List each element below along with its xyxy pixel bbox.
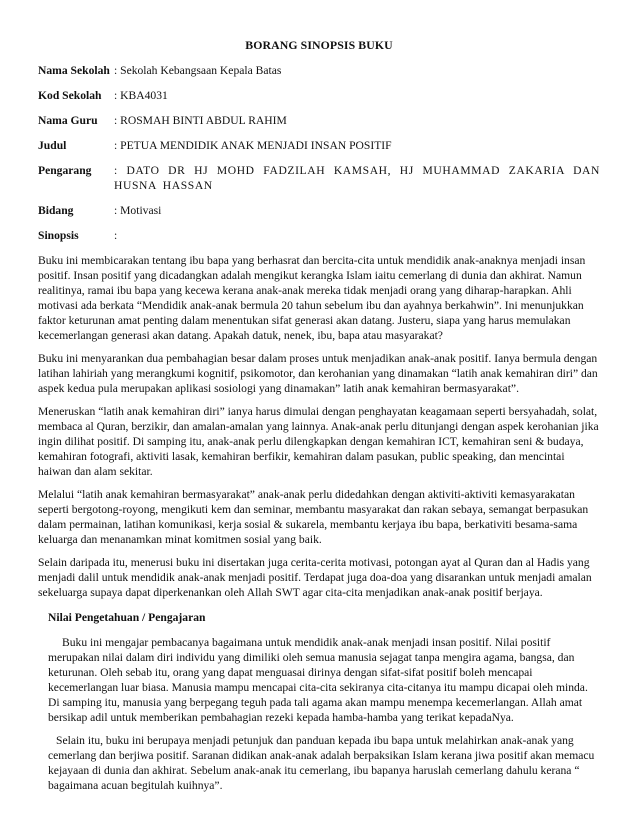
document-title: BORANG SINOPSIS BUKU: [245, 38, 393, 52]
synopsis-body: [38, 253, 600, 600]
synopsis-paragraph: Buku ini menyarankan dua pembahagian besar dalam proses untuk menjadikan anak-anak positif. Ianya bermula dengan latihan lahiriah yang merangkumi kognitif, psikomotor, dan kerohanian yang dinamakan “latih anak kemahiran diri” dan aspek kedua pula merupakan aplikasi sosiologi yang dinamakan” latih anak kemahiran bermasyarakat”.: [38, 352, 598, 395]
meta-table: [38, 63, 600, 253]
meta-label: Pengarang: [38, 164, 92, 177]
meta-value: : DATO DR HJ MOHD FADZILAH KAMSAH, HJ MUHAMMAD ZAKARIA DAN HUSNA HASSAN: [114, 164, 600, 192]
document-page: [38, 38, 600, 801]
meta-value: : Motivasi: [114, 204, 162, 217]
meta-label: Sinopsis: [38, 229, 79, 242]
meta-value: : ROSMAH BINTI ABDUL RAHIM: [114, 114, 287, 127]
meta-label: Nama Guru: [38, 114, 98, 127]
section-heading: Nilai Pengetahuan / Pengajaran: [48, 611, 206, 624]
section-body: [48, 635, 600, 793]
section-paragraph: Buku ini mengajar pembacanya bagaimana untuk mendidik anak-anak menjadi insan positif. Nilai positif merupakan nilai dalam diri individu yang dimiliki oleh semua manusia sejagat tanpa mengira agama, bangsa, dan keturunan. Oleh sebab itu, orang yang dapat menguasai dirinya dengan sifat-sifat positif boleh mencapai kecemerlangan luar biasa. Manusia mampu mencapai cita-cita sekiranya cita-citanya itu mampu dicapai oleh minda. Di samping itu, manusia yang berpegang teguh pada tali agama akan mampu menempa kecemerlangan. Allah amat bersikap adil untuk memberikan pembahagian rezeki kepada hamba-hamba yang terikat kepadaNya.: [48, 636, 588, 724]
meta-label: Kod Sekolah: [38, 89, 102, 102]
synopsis-paragraph: Buku ini membicarakan tentang ibu bapa yang berhasrat dan bercita-cita untuk mendidik anak-anaknya menjadi insan positif. Insan positif yang dicadangkan adalah mengikut kerangka Islam iaitu cemerlang di dunia dan akhirat. Namun realitinya, ramai ibu bapa yang kecewa kerana anak-anak mereka tidak menjadi orang yang diharap-harapkan. Ahli motivasi ada berkata “Mendidik anak-anak bermula 20 tahun sebelum ibu dan ayahnya berkahwin”. Ini menunjukkan faktor keturunan amat penting dalam menentukan sifat generasi akan datang. Justeru, siapa yang harus memulakan kecemerlangan generasi akan datang. Apakah datuk, nenek, ibu, bapa atau masyarakat?: [38, 254, 586, 342]
section-paragraph: Selain itu, buku ini berupaya menjadi petunjuk dan panduan kepada ibu bapa untuk melahirkan anak-anak yang cemerlang dan berjiwa positif. Saranan didikan anak-anak adalah berpaksikan Islam kerana jiwa positif akan memacu kejayaan di dunia dan akhirat. Sebelum anak-anak itu cemerlang, ibu bapanya haruslah cemerlang dahulu kerana “ bagaimana acuan begitulah kuihnya”.: [48, 734, 595, 792]
meta-value: : KBA4031: [114, 89, 168, 102]
synopsis-paragraph: Meneruskan “latih anak kemahiran diri” ianya harus dimulai dengan penghayatan keagamaan seperti bersyahadah, solat, membaca al Quran, berzikir, dan amalan-amalan yang lainnya. Anak-anak perlu ditunjangi dengan aspek kerohanian jika ingin dilihat positif. Di samping itu, anak-anak perlu dilengkapkan dengan kemahiran ICT, kemahiran seni & budaya, kemahiran fotografi, aktiviti lasak, kemahiran berfikir, kemahiran dalam pasukan, public speaking, dan mencintai haiwan dan alam sekitar.: [38, 405, 599, 478]
meta-value: :: [114, 229, 118, 242]
meta-label: Judul: [38, 139, 67, 152]
synopsis-paragraph: Selain daripada itu, menerusi buku ini disertakan juga cerita-cerita motivasi, potongan ayat al Quran dan al Hadis yang menjadi dalil untuk mendidik anak-anak menjadi positif. Terdapat juga doa-doa yang disarankan untuk menjadi amalan sekeluarga supaya dapat diperkenankan oleh Allah SWT agar cita-cita menjadikan anak-anak positif berjaya.: [38, 556, 592, 599]
meta-value: : PETUA MENDIDIK ANAK MENJADI INSAN POSITIF: [114, 139, 392, 152]
synopsis-paragraph: Melalui “latih anak kemahiran bermasyarakat” anak-anak perlu didedahkan dengan aktiviti-aktiviti kemasyarakatan seperti bergotong-royong, mengikuti kem dan seminar, membantu masyarakat dan rakan sebaya, semangat berpasukan dalam permainan, latihan komunikasi, kerja sosial & sukarela, membantu kerjaya ibu bapa, berkativiti besama-sama keluarga dan menanamkan minat komitmen sosial yang baik.: [38, 488, 589, 546]
meta-label: Bidang: [38, 204, 74, 217]
meta-label: Nama Sekolah: [38, 64, 110, 77]
meta-value: : Sekolah Kebangsaan Kepala Batas: [114, 64, 282, 77]
